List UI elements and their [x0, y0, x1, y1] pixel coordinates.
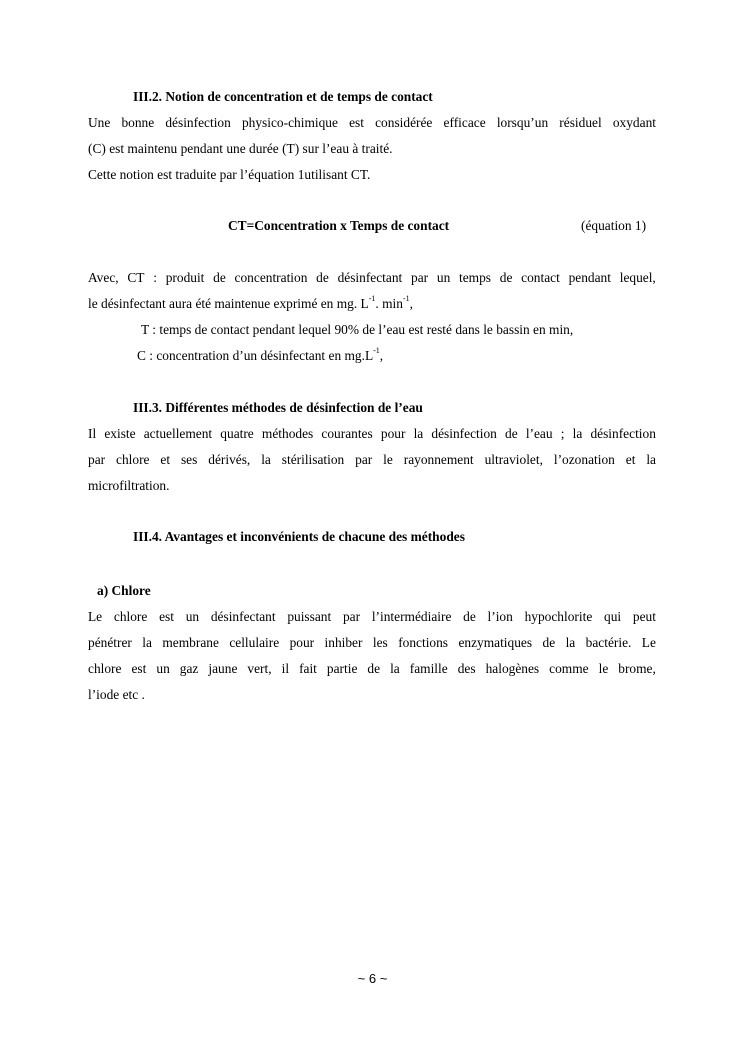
word: CT: [127, 270, 145, 285]
word: de: [463, 609, 476, 624]
word: de: [316, 270, 329, 285]
ct-unit-exponent-2: -1: [402, 293, 410, 303]
word: Une: [88, 115, 111, 130]
word: gaz: [179, 661, 199, 676]
word: inhiber: [324, 635, 363, 650]
word: qui: [604, 609, 622, 624]
ct-unit-exponent-1: -1: [368, 293, 376, 303]
word: l’eau: [525, 426, 553, 441]
word: un: [436, 270, 451, 285]
word: Il: [88, 426, 97, 441]
paragraph-line: [88, 660, 656, 678]
word: la: [390, 661, 400, 676]
word: de: [367, 661, 381, 676]
word: et: [160, 452, 171, 467]
paragraph-line: [88, 608, 656, 626]
paragraph-line: Cette notion est traduite par l’équation 1utilisant CT.: [88, 167, 371, 182]
word: l’intermédiaire: [371, 609, 452, 624]
ct-unit-suffix: ,: [409, 296, 413, 311]
word: pendant: [568, 270, 611, 285]
word: peut: [632, 609, 656, 624]
word: des: [457, 661, 476, 676]
word: ultraviolet,: [484, 452, 543, 467]
word: :: [153, 270, 157, 285]
word: les: [372, 635, 388, 650]
c-line-exponent: -1: [373, 345, 380, 355]
word: brome,: [618, 661, 656, 676]
word: Le: [88, 609, 103, 624]
word: considérée: [375, 115, 433, 130]
section-3-3-heading: III.3. Différentes méthodes de désinfection de l’eau: [133, 400, 423, 415]
word: par: [342, 609, 361, 624]
word: cellulaire: [229, 635, 280, 650]
paragraph-line: microfiltration.: [88, 478, 170, 493]
equation-text: CT=Concentration x Temps de contact: [228, 218, 450, 233]
word: pénétrer: [88, 635, 132, 650]
word: famille: [409, 661, 448, 676]
word: désinfection: [165, 115, 231, 130]
word: chlore: [116, 452, 150, 467]
word: partie: [326, 661, 358, 676]
word: physico-chimique: [241, 115, 338, 130]
word: Avec,: [88, 270, 119, 285]
word: le: [383, 452, 393, 467]
word: efficace: [443, 115, 486, 130]
word: et: [625, 452, 636, 467]
paragraph-line: [88, 634, 656, 652]
word: l’ozonation: [553, 452, 615, 467]
word: Le: [641, 635, 656, 650]
word: désinfectant: [337, 270, 403, 285]
word: membrane: [162, 635, 219, 650]
equation-label: (équation 1): [581, 218, 647, 233]
word: désinfectant: [210, 609, 276, 624]
word: par: [355, 452, 373, 467]
word: la: [413, 426, 424, 441]
word: est: [349, 115, 364, 130]
ct-unit-prefix: le désinfectant aura été maintenue exprimé en mg. L: [88, 296, 369, 311]
word: la: [261, 452, 271, 467]
word: de: [542, 635, 556, 650]
word: lequel,: [619, 270, 656, 285]
word: produit: [165, 270, 205, 285]
word: ;: [560, 426, 565, 441]
paragraph-line: (C) est maintenu pendant une durée (T) sur l’eau à traité.: [88, 141, 393, 156]
word: de: [213, 270, 226, 285]
word: stérilisation: [281, 452, 345, 467]
word: de: [505, 426, 518, 441]
word: par: [411, 270, 429, 285]
word: désinfection: [431, 426, 497, 441]
word: concentration: [234, 270, 308, 285]
word: quatre: [220, 426, 254, 441]
ct-unit-mid: . min: [375, 296, 403, 311]
word: la: [646, 452, 656, 467]
word: halogènes: [485, 661, 540, 676]
word: existe: [104, 426, 136, 441]
word: chlore: [113, 609, 148, 624]
definition-ct-line: [88, 269, 656, 287]
word: il: [281, 661, 290, 676]
word: fonctions: [398, 635, 449, 650]
paragraph-line: [88, 425, 656, 443]
word: bactérie.: [585, 635, 632, 650]
paragraph-line: l’iode etc .: [88, 687, 145, 702]
word: est: [131, 661, 147, 676]
word: l’ion: [487, 609, 513, 624]
subsection-chlore-heading: a) Chlore: [97, 583, 151, 598]
paragraph-line: [88, 451, 656, 469]
word: enzymatiques: [458, 635, 533, 650]
word: résiduel: [559, 115, 602, 130]
c-line-prefix: C : concentration d’un désinfectant en mg.L: [137, 348, 374, 363]
word: comme: [549, 661, 589, 676]
word: oxydant: [612, 115, 656, 130]
word: désinfection: [590, 426, 656, 441]
word: un: [156, 661, 170, 676]
word: dérivés,: [208, 452, 251, 467]
word: bonne: [121, 115, 155, 130]
definition-ct-unit-line: [88, 295, 656, 313]
word: est: [159, 609, 174, 624]
word: fait: [299, 661, 317, 676]
word: courantes: [321, 426, 373, 441]
word: par: [88, 452, 106, 467]
c-line-suffix: ,: [379, 348, 384, 363]
word: temps: [459, 270, 492, 285]
word: contact: [521, 270, 560, 285]
word: pour: [380, 426, 406, 441]
word: ses: [180, 452, 198, 467]
word: actuellement: [143, 426, 213, 441]
word: pour: [289, 635, 315, 650]
section-3-4-heading: III.4. Avantages et inconvénients de chacune des méthodes: [133, 529, 465, 544]
word: rayonnement: [403, 452, 474, 467]
word: le: [598, 661, 609, 676]
word: jaune: [208, 661, 238, 676]
definition-t-line: T : temps de contact pendant lequel 90% de l’eau est resté dans le bassin en min,: [141, 322, 574, 337]
word: la: [565, 635, 576, 650]
word: hypochlorite: [524, 609, 593, 624]
word: chlore: [88, 661, 122, 676]
word: méthodes: [261, 426, 314, 441]
word: la: [572, 426, 583, 441]
page-number: ~ 6 ~: [357, 971, 388, 986]
word: de: [499, 270, 513, 285]
word: puissant: [287, 609, 332, 624]
word: vert,: [247, 661, 272, 676]
word: la: [142, 635, 152, 650]
word: un: [185, 609, 200, 624]
paragraph-line: [88, 114, 656, 132]
section-3-2-heading: III.2. Notion de concentration et de temps de contact: [133, 89, 433, 104]
word: lorsqu’un: [496, 115, 549, 130]
definition-c-line: [137, 347, 383, 365]
